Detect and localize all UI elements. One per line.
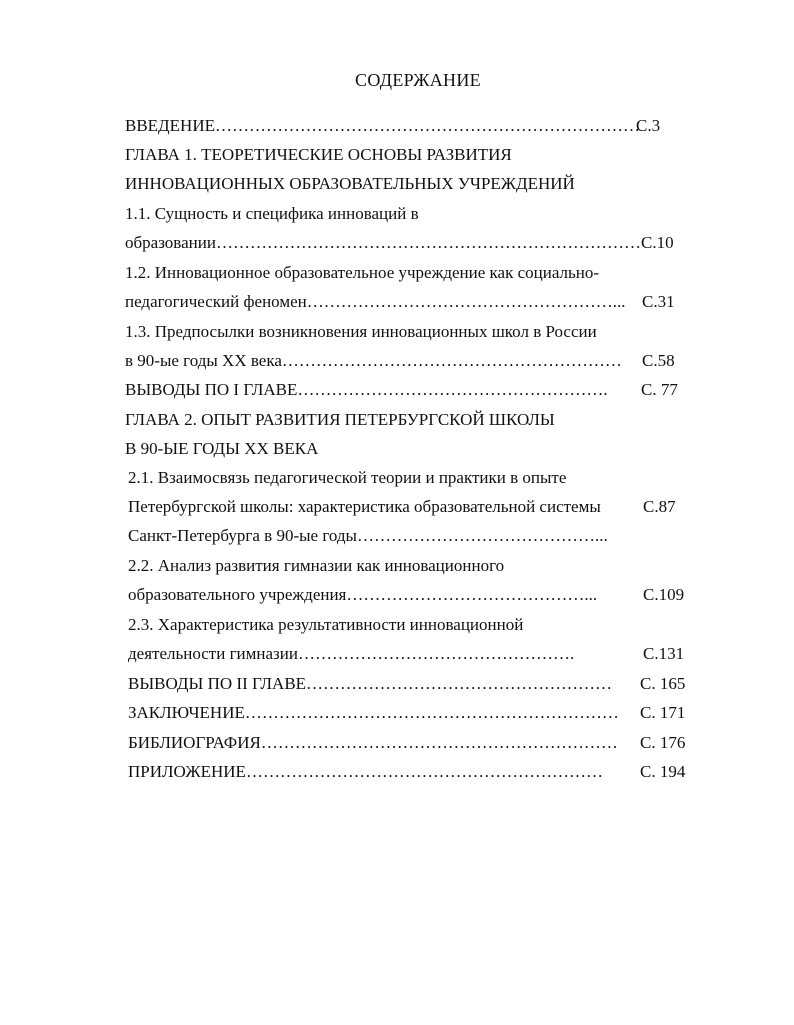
toc-section-1-2-line1: 1.2. Инновационное образовательное учреждение как социально-	[125, 263, 600, 282]
toc-section-1-3-line1: 1.3. Предпосылки возникновения инновационных школ в России	[125, 322, 597, 341]
toc-page-appendix: С. 194	[640, 762, 686, 781]
toc-chapter2-line1: ГЛАВА 2. ОПЫТ РАЗВИТИЯ ПЕТЕРБУРГСКОЙ ШКОЛЫ	[125, 410, 555, 429]
toc-page-conclusion: С. 171	[640, 703, 686, 722]
toc-chapter1-line2: ИННОВАЦИОННЫХ ОБРАЗОВАТЕЛЬНЫХ УЧРЕЖДЕНИЙ	[125, 174, 575, 193]
toc-page-intro: С.3	[636, 116, 661, 135]
toc-section-1-1-line1: 1.1. Сущность и специфика инноваций в	[125, 204, 419, 223]
toc-chapter2-line2: В 90-ЫЕ ГОДЫ XX ВЕКА	[125, 439, 319, 458]
toc-page-conclusions-1: С. 77	[641, 380, 678, 399]
toc-conclusions-1: ВЫВОДЫ ПО I ГЛАВЕ……………………………………………….	[125, 380, 608, 399]
toc-page-2-3: С.131	[643, 644, 685, 663]
toc-section-2-1-line3: Санкт-Петербурга в 90-ые годы……………………………………...	[128, 526, 608, 545]
toc-chapter1-line1: ГЛАВА 1. ТЕОРЕТИЧЕСКИЕ ОСНОВЫ РАЗВИТИЯ	[125, 145, 512, 164]
toc-page-1-3: С.58	[642, 351, 675, 370]
toc-section-2-1-line2: Петербургской школы: характеристика образовательной системы	[128, 497, 601, 516]
toc-page-bibliography: С. 176	[640, 733, 686, 752]
page-title: СОДЕРЖАНИЕ	[355, 70, 481, 90]
toc-section-2-3-line2: деятельности гимназии………………………………………….	[128, 644, 575, 663]
toc-page-1-2: С.31	[642, 292, 675, 311]
toc-page-1-1: С.10	[641, 233, 674, 252]
toc-section-2-2-line1: 2.2. Анализ развития гимназии как инновационного	[128, 556, 505, 575]
toc-section-2-3-line1: 2.3. Характеристика результативности инновационной	[128, 615, 524, 634]
toc-conclusion: ЗАКЛЮЧЕНИЕ…………………………………………………………	[128, 703, 619, 722]
toc-appendix: ПРИЛОЖЕНИЕ………………………………………………………	[128, 762, 603, 781]
toc-section-2-2-line2: образовательного учреждения……………………………………...	[128, 585, 598, 604]
toc-section-2-1-line1: 2.1. Взаимосвязь педагогической теории и практики в опыте	[128, 468, 567, 487]
toc-page-2-2: С.109	[643, 585, 685, 604]
toc-section-1-3-line2: в 90-ые годы XX века……………………………………………………	[125, 351, 622, 370]
toc-section-1-1-line2: образовании…………………………………………………………………	[125, 233, 641, 252]
toc-intro: ВВЕДЕНИЕ…………………………………………………………………	[125, 116, 640, 135]
toc-page-2-1: С.87	[643, 497, 676, 516]
toc-bibliography: БИБЛИОГРАФИЯ………………………………………………………	[128, 733, 618, 752]
toc-section-1-2-line2: педагогический феномен………………………………………………...	[125, 292, 626, 311]
toc-conclusions-2: ВЫВОДЫ ПО II ГЛАВЕ………………………………………………	[128, 674, 613, 693]
toc-page-conclusions-2: С. 165	[640, 674, 686, 693]
